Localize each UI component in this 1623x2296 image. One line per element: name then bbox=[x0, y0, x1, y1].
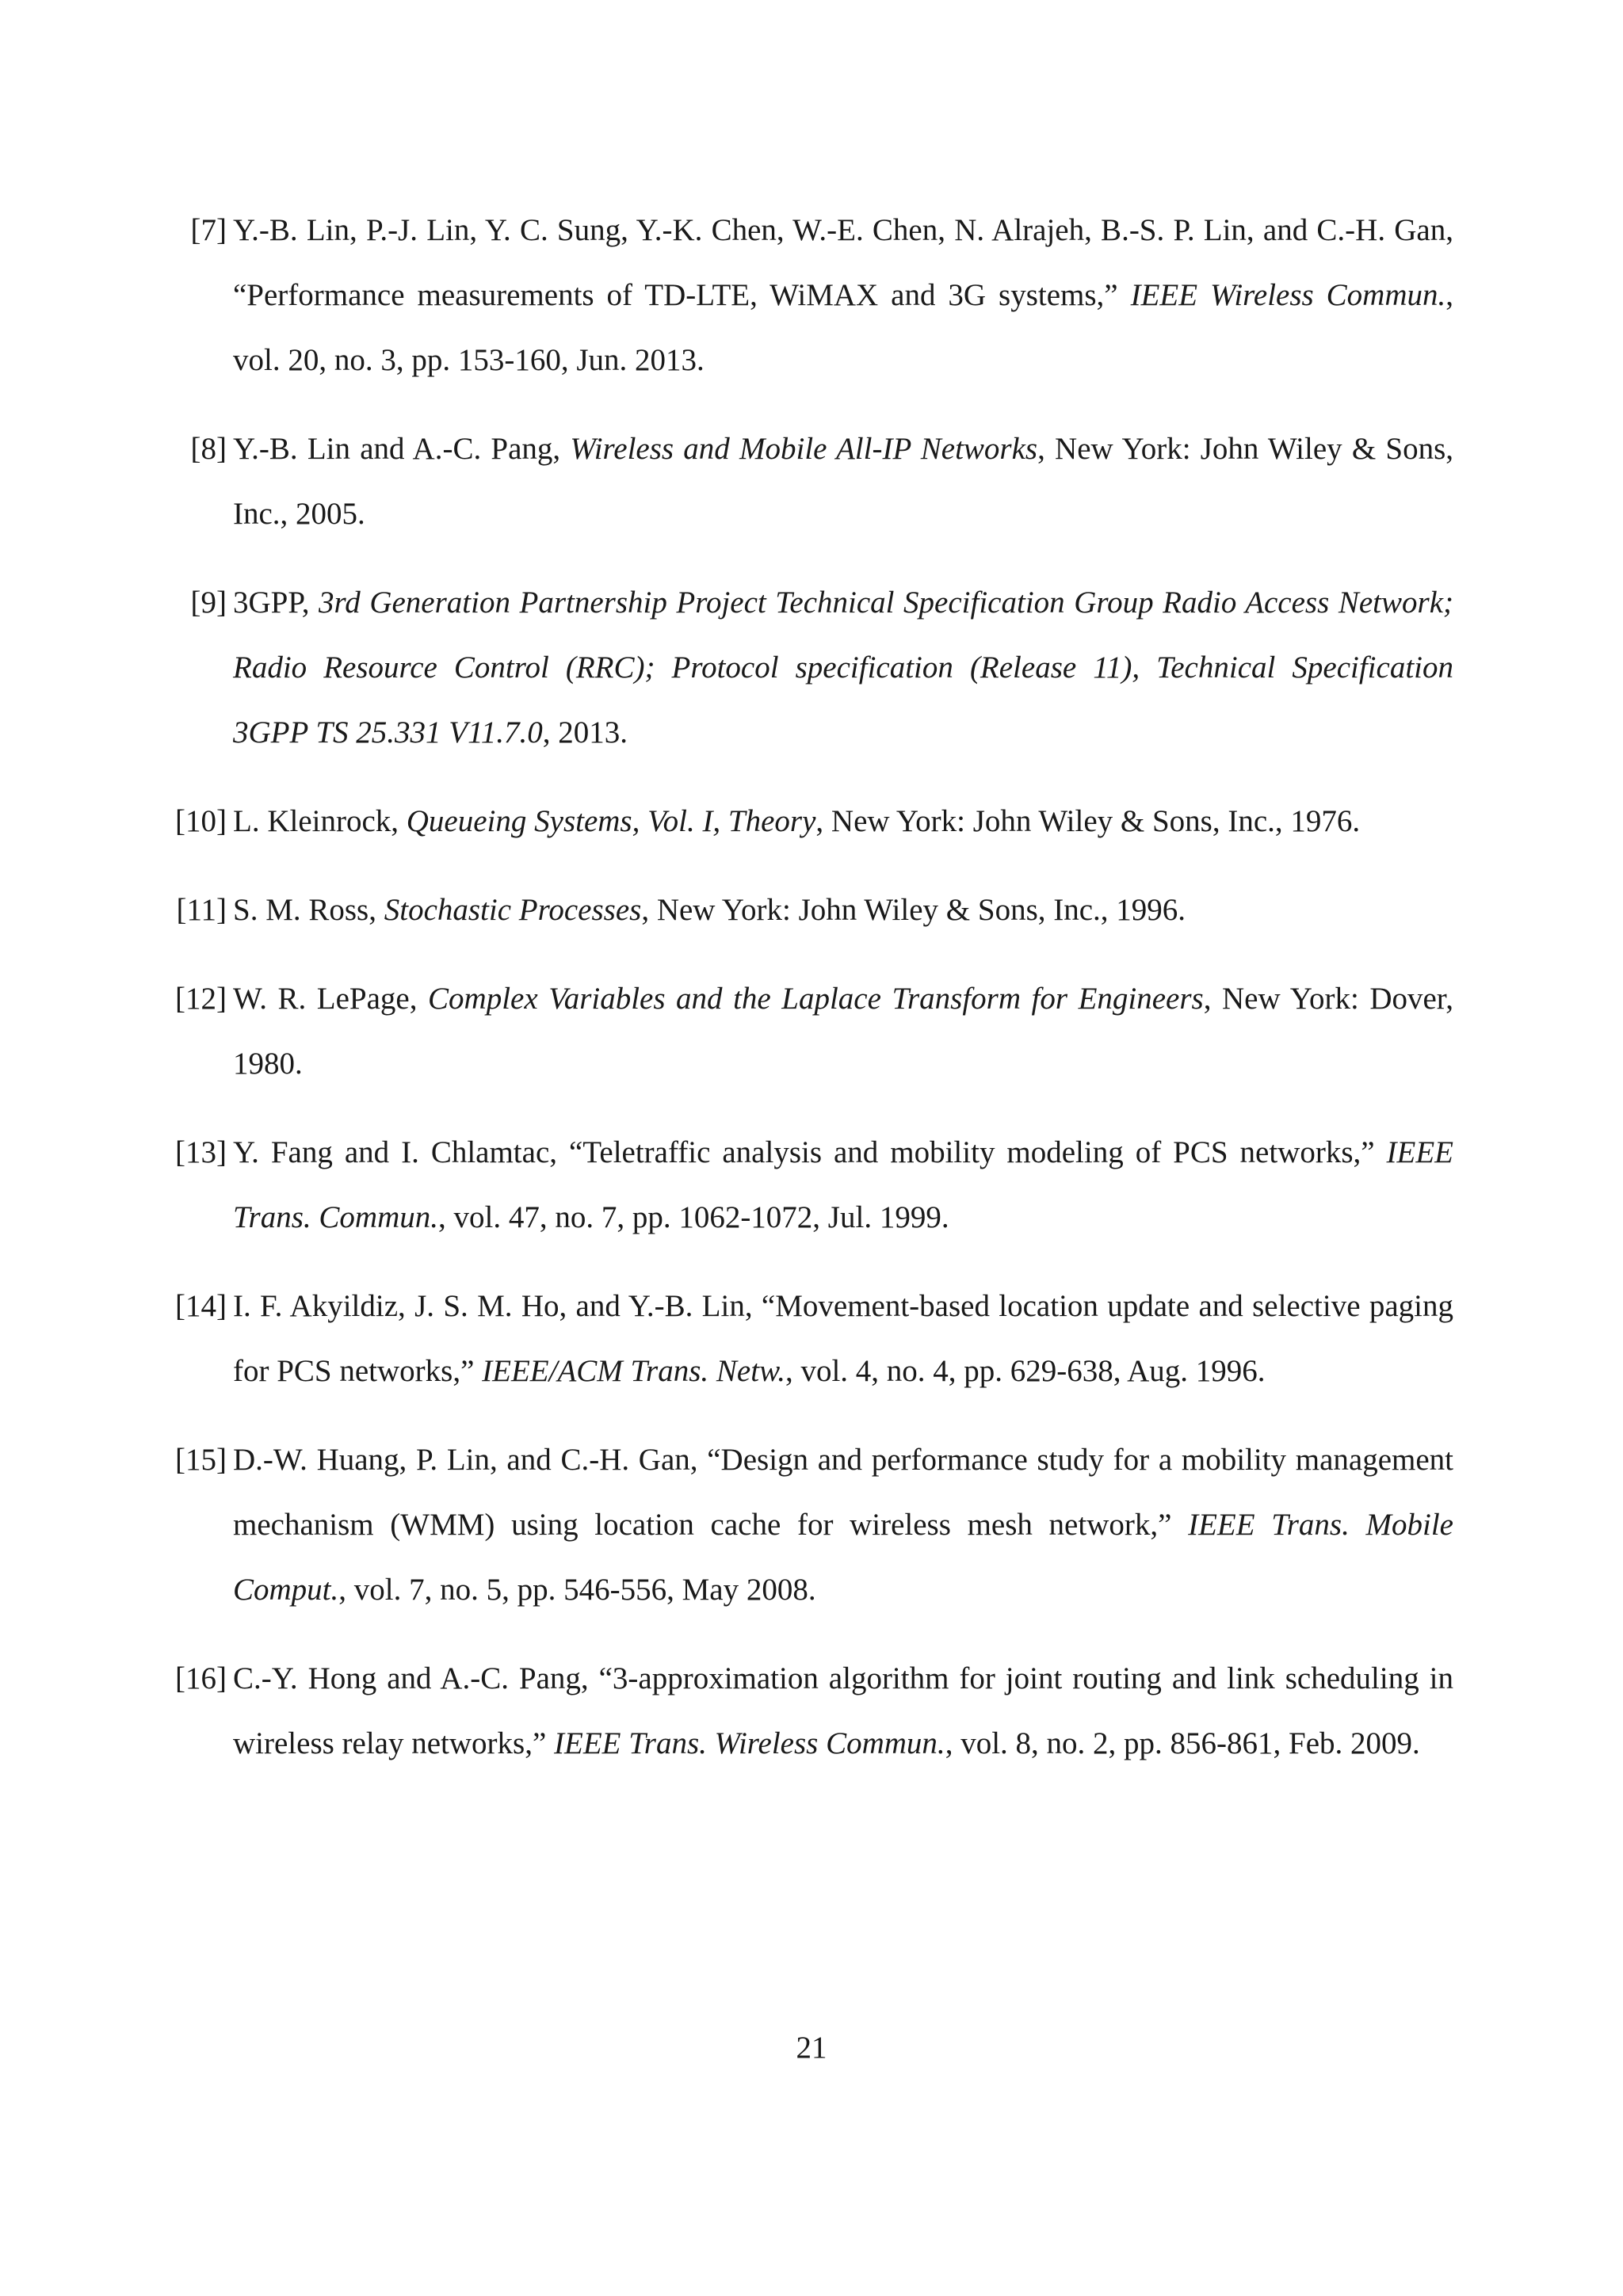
reference-venue-italic: IEEE Wireless Commun. bbox=[1130, 278, 1446, 312]
reference-text: , New York: John Wiley & Sons, Inc., 2005. bbox=[233, 432, 1454, 531]
reference-item bbox=[175, 1646, 1453, 1776]
reference-venue-italic: Stochastic Processes bbox=[384, 893, 642, 927]
reference-item bbox=[175, 789, 1453, 854]
reference-text: , vol. 8, no. 2, pp. 856-861, Feb. 2009. bbox=[945, 1726, 1420, 1760]
reference-number: [16] bbox=[175, 1661, 227, 1695]
reference-item bbox=[175, 967, 1453, 1097]
page-number: 21 bbox=[796, 2031, 827, 2065]
reference-number: [8] bbox=[190, 432, 227, 466]
reference-number: [14] bbox=[175, 1289, 227, 1323]
reference-item bbox=[175, 1120, 1453, 1250]
reference-number: [15] bbox=[175, 1443, 227, 1477]
reference-text: 3GPP, bbox=[233, 585, 319, 620]
reference-text: , vol. 7, no. 5, pp. 546-556, May 2008. bbox=[338, 1573, 816, 1607]
reference-text: C.-Y. Hong and A.-C. Pang, “3-approximation algorithm for joint routing and link scheduling in wireless relay networks,” bbox=[233, 1661, 1453, 1760]
reference-text: , vol. 20, no. 3, pp. 153-160, Jun. 2013. bbox=[233, 278, 1453, 377]
reference-item bbox=[175, 1428, 1453, 1623]
reference-text: Y.-B. Lin and A.-C. Pang, bbox=[233, 432, 571, 466]
reference-number: [13] bbox=[175, 1135, 227, 1169]
reference-item bbox=[175, 1274, 1453, 1404]
reference-text: , New York: Dover, 1980. bbox=[233, 982, 1453, 1081]
reference-text: , vol. 47, no. 7, pp. 1062-1072, Jul. 1999. bbox=[437, 1200, 949, 1234]
reference-item bbox=[179, 417, 1453, 547]
reference-venue-italic: IEEE Trans. Wireless Commun. bbox=[554, 1726, 945, 1760]
reference-text: Y. Fang and I. Chlamtac, “Teletraffic analysis and mobility modeling of PCS networks,” bbox=[233, 1135, 1387, 1169]
reference-item bbox=[176, 878, 1453, 943]
reference-venue-italic: IEEE Trans. Mobile Comput. bbox=[233, 1508, 1453, 1607]
reference-text: D.-W. Huang, P. Lin, and C.-H. Gan, “Design and performance study for a mobility management mechanism (WMM) using location cache for wireless mesh network,” bbox=[233, 1443, 1453, 1542]
reference-text: , New York: John Wiley & Sons, Inc., 1996. bbox=[641, 893, 1186, 927]
reference-text: , New York: John Wiley & Sons, Inc., 1976. bbox=[815, 804, 1361, 838]
reference-text: I. F. Akyildiz, J. S. M. Ho, and Y.-B. Lin, “Movement-based location update and selective paging for PCS networks,” bbox=[233, 1289, 1453, 1388]
reference-venue-italic: Wireless and Mobile All-IP Networks bbox=[570, 432, 1038, 466]
reference-item bbox=[179, 570, 1453, 765]
reference-text: , vol. 4, no. 4, pp. 629-638, Aug. 1996. bbox=[785, 1354, 1266, 1388]
reference-text: W. R. LePage, bbox=[233, 982, 429, 1016]
reference-text: L. Kleinrock, bbox=[233, 804, 407, 838]
reference-number: [10] bbox=[175, 804, 227, 838]
reference-venue-italic: Queueing Systems, Vol. I, Theory bbox=[406, 804, 816, 838]
reference-number: [7] bbox=[190, 213, 227, 247]
reference-item bbox=[179, 198, 1453, 393]
reference-number: [12] bbox=[175, 982, 227, 1016]
reference-text: , 2013. bbox=[542, 715, 628, 749]
reference-list bbox=[175, 198, 1454, 1800]
reference-number: [9] bbox=[190, 585, 227, 620]
reference-number: [11] bbox=[176, 893, 227, 927]
reference-text: S. M. Ross, bbox=[233, 893, 384, 927]
reference-venue-italic: IEEE Trans. Commun. bbox=[233, 1135, 1453, 1234]
reference-venue-italic: Complex Variables and the Laplace Transform for Engineers bbox=[428, 982, 1204, 1016]
reference-text: Y.-B. Lin, P.-J. Lin, Y. C. Sung, Y.-K. Chen, W.-E. Chen, N. Alrajeh, B.-S. P. Lin, and C.-H. Gan, “Performance measurements of TD-LTE, WiMAX and 3G systems,” bbox=[233, 213, 1453, 312]
reference-venue-italic: 3rd Generation Partnership Project Technical Specification Group Radio Access Network; Radio Resource Control (RRC); Protocol specification (Release 11), Technical Specification 3GPP TS 25.331 V11.7.0 bbox=[233, 585, 1453, 749]
reference-venue-italic: IEEE/ACM Trans. Netw. bbox=[482, 1354, 785, 1388]
